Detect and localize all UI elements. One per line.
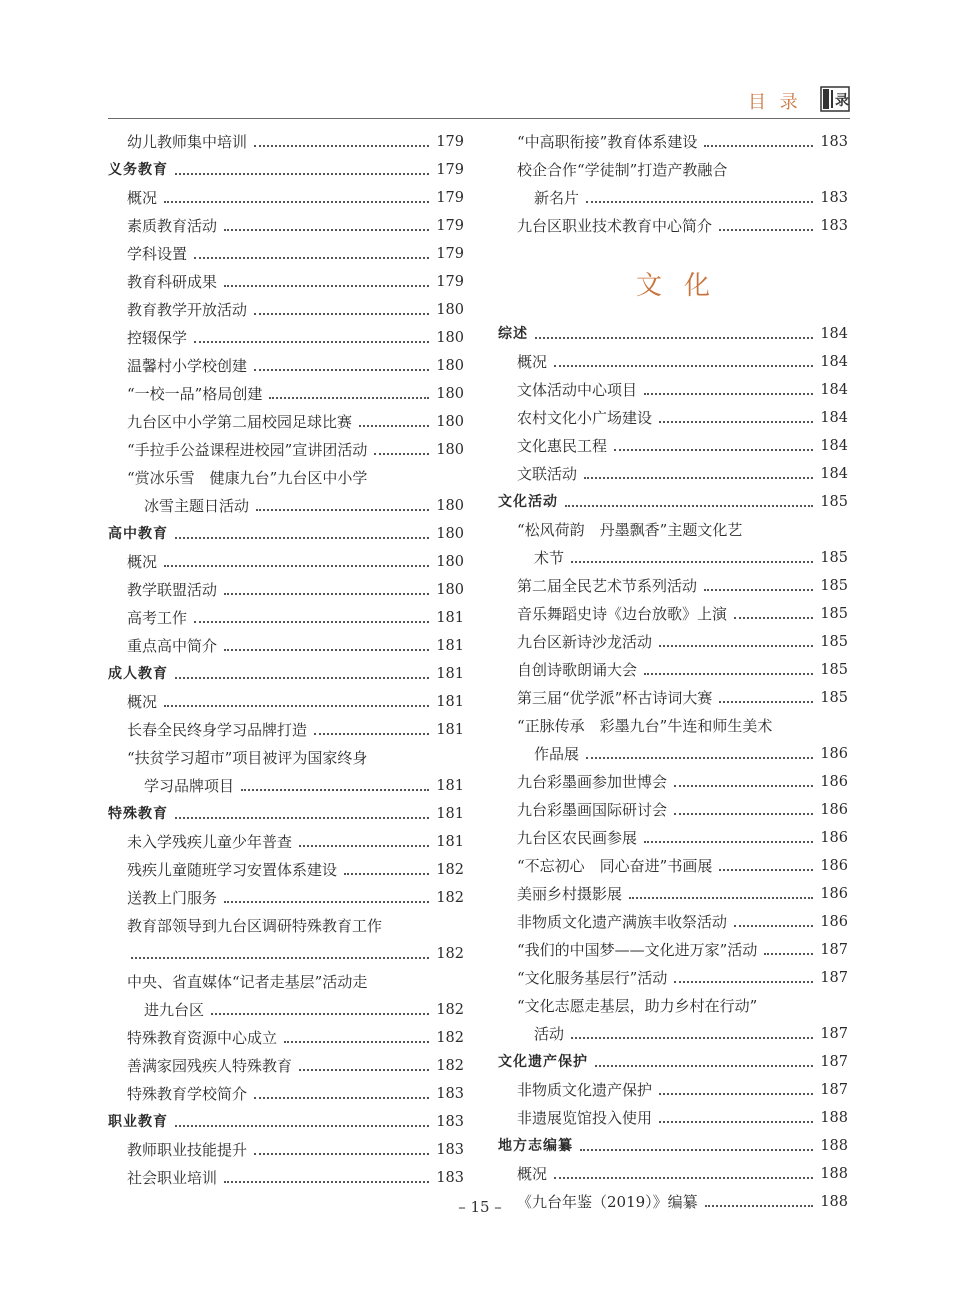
toc-entry-title: 概况 xyxy=(517,353,548,371)
toc-entry-row[interactable] xyxy=(108,128,464,156)
toc-entry-title: 美丽乡村摄影展 xyxy=(517,885,623,903)
toc-page-number: 181 xyxy=(436,722,464,738)
toc-page-number: 188 xyxy=(820,1166,848,1182)
toc-entry-row[interactable] xyxy=(498,628,848,656)
toc-page-number: 180 xyxy=(436,498,464,514)
toc-entry-title: 九台区职业技术教育中心简介 xyxy=(517,217,713,235)
toc-page-number: 186 xyxy=(820,830,848,846)
dot-leader xyxy=(659,1093,813,1095)
toc-entry-row[interactable] xyxy=(498,184,848,212)
dot-leader xyxy=(719,701,813,703)
dot-leader xyxy=(241,789,429,791)
toc-entry-title: 幼儿教师集中培训 xyxy=(127,133,248,151)
dot-leader xyxy=(586,757,813,759)
toc-page-number: 187 xyxy=(820,1026,848,1042)
dot-leader xyxy=(254,369,429,371)
toc-page-number: 184 xyxy=(820,410,848,426)
toc-page-number: 186 xyxy=(820,774,848,790)
toc-entry-row[interactable] xyxy=(498,796,848,824)
toc-column-right xyxy=(498,128,848,1216)
toc-section-row[interactable] xyxy=(498,320,848,348)
toc-entry-row[interactable] xyxy=(498,212,848,240)
toc-entry-title: 作品展 xyxy=(534,745,580,763)
toc-page-number: 179 xyxy=(436,190,464,206)
toc-entry-row[interactable] xyxy=(498,1020,848,1048)
toc-entry-row[interactable] xyxy=(108,408,464,436)
toc-page-number: 179 xyxy=(436,274,464,290)
toc-entry-title: 社会职业培训 xyxy=(127,1169,218,1187)
toc-entry-title: 教育教学开放活动 xyxy=(127,301,248,319)
dot-leader xyxy=(659,1121,813,1123)
toc-section-row[interactable] xyxy=(108,1108,464,1136)
toc-section-title: 成人教育 xyxy=(108,666,168,682)
toc-page-number: 185 xyxy=(820,606,848,622)
toc-entry-row[interactable] xyxy=(498,1160,848,1188)
toc-entry-row[interactable] xyxy=(108,772,464,800)
toc-entry-title: 概况 xyxy=(517,1165,548,1183)
toc-entry-title: 活动 xyxy=(534,1025,565,1043)
toc-entry-row[interactable] xyxy=(498,1076,848,1104)
dot-leader xyxy=(211,1013,429,1015)
toc-section-title: 综述 xyxy=(498,326,528,342)
dot-leader xyxy=(674,813,813,815)
toc-entry-row[interactable] xyxy=(108,492,464,520)
toc-page-number: 183 xyxy=(436,1142,464,1158)
toc-entry-title: 九台区新诗沙龙活动 xyxy=(517,633,653,651)
toc-entry-title: 特殊教育资源中心成立 xyxy=(127,1029,278,1047)
toc-page-number: 186 xyxy=(820,914,848,930)
toc-entry-title: 非遗展览馆投入使用 xyxy=(517,1109,653,1127)
toc-entry-wrapped-line: 教育部领导到九台区调研特殊教育工作 xyxy=(127,917,383,935)
toc-entry-wrapped-line: “文化志愿走基层，助力乡村在行动” xyxy=(517,997,758,1015)
toc-page-number: 186 xyxy=(820,802,848,818)
toc-entry-row[interactable] xyxy=(498,1104,848,1132)
toc-column-left xyxy=(108,128,464,1192)
dot-leader xyxy=(224,593,429,595)
toc-entry-title: “一校一品”格局创建 xyxy=(127,385,263,403)
toc-entry-title: 概况 xyxy=(127,189,158,207)
toc-page-number: 187 xyxy=(820,1082,848,1098)
toc-entry-row[interactable] xyxy=(108,1136,464,1164)
toc-page-number: 180 xyxy=(436,526,464,542)
dot-leader xyxy=(674,981,813,983)
toc-entry-title: 新名片 xyxy=(534,189,580,207)
dot-leader xyxy=(704,589,813,591)
toc-entry-title: 非物质文化遗产满族丰收祭活动 xyxy=(517,913,728,931)
dot-leader xyxy=(194,621,429,623)
toc-entry-row[interactable] xyxy=(108,576,464,604)
dot-leader xyxy=(164,705,429,707)
toc-entry-title: 文联活动 xyxy=(517,465,578,483)
toc-entry-title: 冰雪主题日活动 xyxy=(144,497,250,515)
toc-entry-title: “中高职衔接”教育体系建设 xyxy=(517,133,698,151)
toc-entry-title: 第二届全民艺术节系列活动 xyxy=(517,577,698,595)
toc-entry-row[interactable] xyxy=(108,324,464,352)
dot-leader xyxy=(164,201,429,203)
page-number: – 15 – xyxy=(458,1198,502,1216)
dot-leader xyxy=(571,1037,813,1039)
toc-entry-wrapped-line: 中央、省直媒体“记者走基层”活动走 xyxy=(127,973,368,991)
dot-leader xyxy=(644,393,813,395)
toc-page-number: 181 xyxy=(436,610,464,626)
toc-page-number: 182 xyxy=(436,890,464,906)
toc-page-number: 185 xyxy=(820,578,848,594)
dot-leader xyxy=(659,645,813,647)
toc-entry-title: 温馨村小学校创建 xyxy=(127,357,248,375)
dot-leader xyxy=(269,397,429,399)
dot-leader xyxy=(284,1041,429,1043)
toc-page-number: 179 xyxy=(436,246,464,262)
toc-entry-row[interactable] xyxy=(498,460,848,488)
toc-page-number: 187 xyxy=(820,970,848,986)
dot-leader xyxy=(535,337,813,339)
toc-entry-row[interactable] xyxy=(498,824,848,852)
dot-leader xyxy=(299,1069,429,1071)
dot-leader xyxy=(254,313,429,315)
dot-leader xyxy=(224,901,429,903)
toc-page-number: 181 xyxy=(436,834,464,850)
dot-leader xyxy=(554,1177,813,1179)
toc-entry-wrapped-line: 校企合作“学徒制”打造产教融合 xyxy=(517,161,728,179)
toc-entry-title: 控辍保学 xyxy=(127,329,188,347)
toc-entry-row[interactable] xyxy=(108,716,464,744)
toc-entry-title: 教育科研成果 xyxy=(127,273,218,291)
toc-entry-row[interactable] xyxy=(498,964,848,992)
toc-entry-title: 文化惠民工程 xyxy=(517,437,608,455)
toc-page-number: 184 xyxy=(820,354,848,370)
toc-entry-row[interactable] xyxy=(498,128,848,156)
toc-entry-title: 残疾儿童随班学习安置体系建设 xyxy=(127,861,338,879)
dot-leader xyxy=(659,421,813,423)
toc-entry-row[interactable] xyxy=(108,1052,464,1080)
toc-entry-title: 素质教育活动 xyxy=(127,217,218,235)
toc-section-row[interactable] xyxy=(108,800,464,828)
dot-leader xyxy=(344,873,429,875)
toc-entry-title: 进九台区 xyxy=(144,1001,205,1019)
dot-leader xyxy=(734,925,813,927)
toc-section-title: 高中教育 xyxy=(108,526,168,542)
toc-page-number: 180 xyxy=(436,386,464,402)
toc-page-number: 181 xyxy=(436,666,464,682)
toc-page-number: 185 xyxy=(820,662,848,678)
toc-section-row[interactable] xyxy=(108,520,464,548)
toc-entry-row[interactable] xyxy=(108,268,464,296)
dot-leader xyxy=(175,677,429,679)
dot-leader xyxy=(629,897,813,899)
toc-page-number: 186 xyxy=(820,858,848,874)
toc-entry-title: 九台彩墨画国际研讨会 xyxy=(517,801,668,819)
dot-leader xyxy=(719,229,813,231)
toc-section-row[interactable] xyxy=(108,156,464,184)
toc-page-number: 180 xyxy=(436,554,464,570)
toc-page-number: 183 xyxy=(436,1114,464,1130)
dot-leader xyxy=(584,477,813,479)
toc-entry-row[interactable] xyxy=(108,352,464,380)
toc-entry-row[interactable] xyxy=(498,852,848,880)
dot-leader xyxy=(299,845,429,847)
dot-leader xyxy=(644,841,813,843)
dot-leader xyxy=(374,453,429,455)
toc-entry-row[interactable] xyxy=(108,1080,464,1108)
dot-leader xyxy=(224,285,429,287)
toc-page-number: 180 xyxy=(436,358,464,374)
toc-entry-title: 九台彩墨画参加世博会 xyxy=(517,773,668,791)
toc-section-title: 地方志编纂 xyxy=(498,1138,573,1154)
dot-leader xyxy=(175,817,429,819)
toc-section-row[interactable] xyxy=(108,660,464,688)
toc-entry-wrapped-line: “正脉传承 彩墨九台”牛连和师生美术 xyxy=(517,717,773,735)
toc-entry-row[interactable] xyxy=(498,768,848,796)
toc-page-number: 180 xyxy=(436,442,464,458)
toc-page-number: 183 xyxy=(820,134,848,150)
toc-page-number: 183 xyxy=(436,1086,464,1102)
toc-entry-title: 《九台年鉴（2019）》编纂 xyxy=(517,1193,698,1211)
toc-page-number: 185 xyxy=(820,494,848,510)
toc-page-number: 181 xyxy=(436,778,464,794)
toc-entry-title: 送教上门服务 xyxy=(127,889,218,907)
toc-section-title: 职业教育 xyxy=(108,1114,168,1130)
dot-leader xyxy=(254,145,429,147)
dot-leader xyxy=(256,509,429,511)
toc-page-number: 186 xyxy=(820,886,848,902)
toc-entry-title: 农村文化小广场建设 xyxy=(517,409,653,427)
toc-entry-title: 概况 xyxy=(127,693,158,711)
toc-page-number: 188 xyxy=(820,1110,848,1126)
toc-entry-row[interactable] xyxy=(108,688,464,716)
toc-entry-title: 九台区农民画参展 xyxy=(517,829,638,847)
toc-entry-title: 善满家园残疾人特殊教育 xyxy=(127,1057,293,1075)
toc-entry-title: 未入学残疾儿童少年普查 xyxy=(127,833,293,851)
dot-leader xyxy=(719,869,813,871)
toc-section-title: 特殊教育 xyxy=(108,806,168,822)
toc-entry-title: 学习品牌项目 xyxy=(144,777,235,795)
toc-page-number: 182 xyxy=(436,862,464,878)
toc-entry-title: 教师职业技能提升 xyxy=(127,1141,248,1159)
dot-leader xyxy=(571,561,813,563)
toc-entry-row[interactable] xyxy=(108,240,464,268)
toc-page-number: 187 xyxy=(820,1054,848,1070)
dot-leader xyxy=(644,673,813,675)
toc-page-number: 185 xyxy=(820,690,848,706)
toc-entry-title: 文体活动中心项目 xyxy=(517,381,638,399)
toc-entry-row[interactable] xyxy=(108,1164,464,1192)
toc-page-number: 186 xyxy=(820,746,848,762)
dot-leader xyxy=(580,1149,813,1151)
dot-leader xyxy=(554,365,813,367)
toc-entry-row[interactable] xyxy=(498,404,848,432)
toc-page-number: 183 xyxy=(436,1170,464,1186)
toc-entry-row[interactable] xyxy=(498,908,848,936)
toc-page-number: 179 xyxy=(436,134,464,150)
toc-page-number: 181 xyxy=(436,806,464,822)
toc-entry-row[interactable] xyxy=(498,572,848,600)
toc-section-row[interactable] xyxy=(498,488,848,516)
toc-entry-row[interactable] xyxy=(108,296,464,324)
toc-entry-title: 学科设置 xyxy=(127,245,188,263)
toc-entry-title: 非物质文化遗产保护 xyxy=(517,1081,653,1099)
toc-page-number: 183 xyxy=(820,218,848,234)
dot-leader xyxy=(704,145,813,147)
dot-leader xyxy=(175,1125,429,1127)
toc-entry-row[interactable] xyxy=(108,548,464,576)
toc-entry-row[interactable] xyxy=(498,740,848,768)
dot-leader xyxy=(175,537,429,539)
toc-entry-title: 概况 xyxy=(127,553,158,571)
toc-page-number: 180 xyxy=(436,302,464,318)
toc-header-title: 目 录 xyxy=(748,92,802,113)
toc-entry-title: 高考工作 xyxy=(127,609,188,627)
toc-entry-row[interactable] xyxy=(108,436,464,464)
dot-leader xyxy=(224,649,429,651)
chapter-title: 文化 xyxy=(635,270,732,301)
toc-entry-title: 教学联盟活动 xyxy=(127,581,218,599)
toc-entry-row[interactable] xyxy=(108,828,464,856)
dot-leader xyxy=(586,201,813,203)
toc-entry-row[interactable] xyxy=(498,432,848,460)
toc-entry-row[interactable] xyxy=(498,376,848,404)
toc-page-number: 185 xyxy=(820,550,848,566)
dot-leader xyxy=(224,1181,429,1183)
toc-page-number: 184 xyxy=(820,382,848,398)
toc-entry-row[interactable] xyxy=(498,600,848,628)
dot-leader xyxy=(175,173,429,175)
dot-leader xyxy=(314,733,429,735)
dot-leader xyxy=(194,341,429,343)
dot-leader xyxy=(224,229,429,231)
toc-page-number: 188 xyxy=(820,1194,848,1210)
toc-page-number: 180 xyxy=(436,414,464,430)
toc-page-number: 181 xyxy=(436,638,464,654)
header-rule xyxy=(108,118,850,119)
toc-page-number: 184 xyxy=(820,326,848,342)
toc-entry-row[interactable] xyxy=(108,996,464,1024)
dot-leader xyxy=(194,257,429,259)
toc-section-row[interactable] xyxy=(498,1048,848,1076)
toc-entry-row[interactable] xyxy=(108,212,464,240)
toc-entry-title: 九台区中小学第二届校园足球比赛 xyxy=(127,413,353,431)
toc-entry-wrapped-line: “扶贫学习超市”项目被评为国家终身 xyxy=(127,749,368,767)
dot-leader xyxy=(565,505,813,507)
toc-page-number: 179 xyxy=(436,218,464,234)
toc-page-number: 181 xyxy=(436,694,464,710)
toc-entry-row[interactable] xyxy=(108,940,464,968)
toc-page-number: 179 xyxy=(436,162,464,178)
toc-entry-row[interactable] xyxy=(498,544,848,572)
toc-page-number: 188 xyxy=(820,1138,848,1154)
toc-entry-row[interactable] xyxy=(108,184,464,212)
toc-entry-row[interactable] xyxy=(498,936,848,964)
toc-page-number: 184 xyxy=(820,438,848,454)
toc-entry-title: 第三届“优学派”杯古诗词大赛 xyxy=(517,689,713,707)
toc-entry-title: 特殊教育学校简介 xyxy=(127,1085,248,1103)
toc-page-number: 185 xyxy=(820,634,848,650)
toc-entry-row[interactable] xyxy=(498,880,848,908)
toc-page-number: 182 xyxy=(436,1030,464,1046)
dot-leader xyxy=(764,953,813,955)
toc-entry-title: 长春全民终身学习品牌打造 xyxy=(127,721,308,739)
toc-entry-row[interactable] xyxy=(108,1024,464,1052)
toc-page-number: 187 xyxy=(820,942,848,958)
dot-leader xyxy=(674,785,813,787)
book-contents-icon xyxy=(820,86,850,112)
toc-page-number: 183 xyxy=(820,190,848,206)
dot-leader xyxy=(131,957,429,959)
toc-entry-wrapped-line: “赏冰乐雪 健康九台”九台区中小学 xyxy=(127,469,368,487)
dot-leader xyxy=(734,617,813,619)
toc-page-number: 182 xyxy=(436,1002,464,1018)
dot-leader xyxy=(614,449,813,451)
dot-leader xyxy=(164,565,429,567)
toc-section-title: 文化遗产保护 xyxy=(498,1054,588,1070)
toc-entry-wrapped-line: “松风荷韵 丹墨飘香”主题文化艺 xyxy=(517,521,743,539)
toc-page-number: 182 xyxy=(436,1058,464,1074)
toc-section-title: 义务教育 xyxy=(108,162,168,178)
toc-page-number: 184 xyxy=(820,466,848,482)
svg-text:录: 录 xyxy=(835,93,849,109)
toc-entry-row[interactable] xyxy=(498,656,848,684)
toc-entry-row[interactable] xyxy=(108,380,464,408)
dot-leader xyxy=(595,1065,813,1067)
toc-page-number: 182 xyxy=(436,946,464,962)
toc-entry-row[interactable] xyxy=(108,856,464,884)
toc-entry-title: “我们的中国梦——文化进万家”活动 xyxy=(517,941,758,959)
toc-entry-title: “手拉手公益课程进校园”宣讲团活动 xyxy=(127,441,368,459)
toc-entry-title: 音乐舞蹈史诗《边台放歌》上演 xyxy=(517,605,728,623)
dot-leader xyxy=(254,1097,429,1099)
toc-entry-title: 自创诗歌朗诵大会 xyxy=(517,661,638,679)
toc-entry-row[interactable] xyxy=(108,632,464,660)
toc-section-title: 文化活动 xyxy=(498,494,558,510)
toc-entry-row[interactable] xyxy=(108,604,464,632)
toc-entry-title: 术节 xyxy=(534,549,565,567)
toc-page-number: 180 xyxy=(436,330,464,346)
toc-entry-title: “文化服务基层行”活动 xyxy=(517,969,668,987)
toc-entry-title: “不忘初心 同心奋进”书画展 xyxy=(517,857,713,875)
toc-entry-row[interactable] xyxy=(498,348,848,376)
toc-entry-title: 重点高中简介 xyxy=(127,637,218,655)
toc-entry-row[interactable] xyxy=(108,884,464,912)
dot-leader xyxy=(254,1153,429,1155)
toc-entry-row[interactable] xyxy=(498,684,848,712)
dot-leader xyxy=(359,425,429,427)
toc-section-row[interactable] xyxy=(498,1132,848,1160)
toc-page-number: 180 xyxy=(436,582,464,598)
